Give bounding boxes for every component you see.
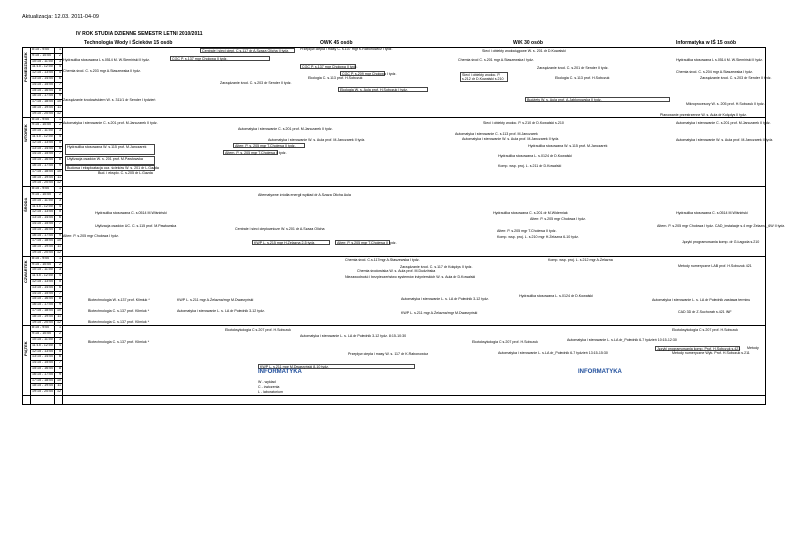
legend-w: W - wykład [258, 380, 276, 384]
slot-time: 11:15 - 12:00 [32, 273, 53, 278]
slot-time: 8:15 - 9:00 [32, 255, 50, 260]
slot-number: 6 [59, 354, 61, 359]
slot-number: 9 [59, 371, 61, 376]
class-block: Ekologia C. s.113 prof. H.Sobczuk [308, 76, 363, 80]
class-block: Chemia środ. C. s.203 mgr A.Staszewska II tydz. [63, 69, 141, 73]
class-block: Zarządzanie środowiskiem W. s. 311/1 dr Sender I tydzień [63, 98, 156, 102]
class-block: Automatyka i sterowanie C. s.113 prof. M.Janczarek [455, 132, 538, 136]
slot-number: 10 [57, 377, 61, 382]
class-block: Mikroprocesory W. s. 205 prof. H.Sobczuk II tydz. [686, 102, 765, 106]
slot-number: 10 [57, 99, 61, 104]
class-block: Utylizacja osadów W. s. 201 prof. M.Pawłowska [65, 156, 155, 165]
slot-time: 11:15 - 12:00 [32, 342, 53, 347]
legend-c: C - ćwiczenia [258, 385, 280, 389]
slot-time: 10:15 - 11:00 [32, 128, 53, 133]
day-label-friday: PIĄTEK [23, 341, 28, 356]
class-block: Biotechnologia C. s.137 prof. Klimiuk * [88, 309, 150, 313]
slot-time: 12:15 - 13:00 [32, 348, 54, 353]
class-block: Budżety W. s. Aula prof. A.Jabłonowska II tydz. [525, 97, 670, 102]
slot-number: 8 [59, 87, 61, 92]
slot-number: 11 [57, 313, 61, 318]
slot-time: 13:15 - 14:00 [32, 145, 54, 150]
day-label-wednesday: ŚRODA [23, 197, 28, 212]
class-block: Planowanie przestrzenne W. s. Aula dr Kołędys II tydz. [660, 113, 747, 117]
class-block: Ekologia C. s.113 prof. H.Sobczuk [555, 76, 610, 80]
class-block: Chemia środ C. s.201 mgr A.Staszewska I tydz. [458, 58, 534, 62]
class-block: Hydraulika stosowana C. s.0514 M.Wiśniński [676, 211, 748, 215]
class-block: Automatyka i sterowanie L. s. LA dr Połednik 3-12 tydz. 8:15-10:30 [300, 334, 407, 338]
slot-time: 18:15 - 19:00 [32, 174, 54, 179]
slot-time: 10:15 - 11:00 [32, 58, 53, 63]
class-block: Zarządzanie środ. C. s.203 dr Sender II tydz. [700, 76, 772, 80]
slot-time: 17:15 - 18:00 [32, 99, 54, 104]
slot-number: 5 [59, 139, 61, 144]
class-block: Alterr. P. s.205 mgr Chołowa I tydz. [530, 217, 586, 221]
slot-time: 15:15 - 16:00 [32, 296, 54, 301]
class-block: KWP L. s.211 mgr A.Żelazna/mgr M.Dwasryński [177, 298, 254, 302]
slot-time: 16:15 - 17:00 [32, 163, 54, 167]
slot-number: 11 [57, 383, 61, 388]
slot-time: 16:15 - 17:00 [32, 302, 54, 307]
class-block: Alterr. P. s.205 mgr T.Cholewa II tydz. [497, 229, 557, 233]
slot-number: 1 [59, 116, 61, 121]
class-block: Chemia środ. C. s.204 mgr A.Staszewska I tydz. [676, 70, 753, 74]
slot-number: 2 [59, 192, 61, 196]
slot-number: 9 [59, 163, 61, 167]
slot-time: 8:15 - 9:00 [32, 325, 50, 330]
class-block: CGC P. s.137 mgr Chołowa II tydz. [170, 56, 270, 61]
slot-time: 17:15 - 18:00 [32, 168, 54, 173]
slot-time: 12:15 - 13:00 [32, 279, 54, 283]
class-block: Metody [747, 346, 759, 350]
slot-number: 4 [59, 134, 61, 138]
slot-time: 11:15 - 12:00 [32, 203, 53, 208]
slot-number: 3 [59, 267, 61, 272]
day-label-tuesday: WTOREK [23, 124, 28, 142]
class-block: Sieci i obiekty wodoc. P. s.210 dr D.Kowalski s.210 [483, 121, 564, 125]
class-block: Biotechnologia C. s.137 prof. Klimiuk * [88, 320, 150, 324]
slot-number: 5 [59, 70, 61, 75]
class-block: Chemia środowiska W. s. Aula prof. M.Dudzińska [357, 269, 436, 273]
slot-time: 9:15 - 10:00 [32, 52, 52, 57]
slot-number: 1 [59, 325, 61, 330]
class-block: Ekotoksykologia C s.207 prof. H.Sobczuk [672, 328, 738, 332]
class-block: Alterr. P. s.205 mgr Chołowa I tydz. [63, 234, 119, 238]
slot-time: 18:15 - 19:00 [32, 244, 54, 249]
slot-time: 16:15 - 17:00 [32, 93, 54, 98]
slot-time: 19:15 - 20:00 [32, 319, 54, 324]
class-block: Bud. i eksplo. C. s.205 dr L.Gazda [98, 171, 153, 175]
slot-number: 11 [57, 105, 61, 109]
slot-time: 13:15 - 14:00 [32, 215, 54, 220]
class-block: Altern. P. s.205 mgr Chołowa I tydz. CAD_instalacje s.4 mgr Żelazna_6W II tydz. [657, 224, 785, 228]
slot-number: 9 [59, 93, 61, 98]
slot-number: 8 [59, 366, 61, 370]
slot-time: 9:15 - 10:00 [32, 331, 52, 336]
slot-number: 7 [59, 81, 61, 86]
group-header-informatyka: Informatyka w IŚ 15 osób [676, 40, 737, 46]
class-block: Hydraulika stosowana L s.0514 M. W.Siemiński II tydz. [63, 58, 150, 62]
slot-time: 14:15 - 15:00 [32, 151, 54, 156]
slot-time: 17:15 - 18:00 [32, 238, 54, 243]
slot-number: 1 [59, 255, 61, 260]
class-block: Niezawodność i bezpieczeństwo systemów inżynierskich W. s. Aula dr D.Kowalski [345, 275, 476, 279]
slot-number: 5 [59, 279, 61, 283]
group-header-twis: Technologia Wody i Ścieków 15 osób [84, 40, 173, 46]
day-separator [22, 186, 766, 187]
slot-time: 12:15 - 13:00 [32, 70, 54, 75]
day-label-monday: PONIEDZIAŁEK [23, 52, 28, 82]
slot-time: 15:15 - 16:00 [32, 226, 54, 231]
class-block: Centrale i sieci ciepł. C s.117 dr A.Szaza Olicha II tydz. [200, 48, 295, 53]
slot-time: 16:15 - 17:00 [32, 232, 54, 237]
day-separator [22, 325, 766, 326]
slot-number: 4 [59, 273, 61, 278]
slot-number: 7 [59, 221, 61, 225]
slot-number: 5 [59, 209, 61, 214]
slot-number: 4 [59, 342, 61, 347]
class-block: Hydraulika stosowana C. s.201 dr M.Widerniak [493, 211, 568, 215]
informatyka-label: INFORMATYKA [578, 369, 622, 375]
slot-time: 11:15 - 12:00 [32, 134, 53, 138]
class-block: Sieci i obiekty wodoc. P. s.212 dr D.Kowalski s.210 [460, 72, 508, 82]
class-block: Automatyka i sterowanie W. s. Aula prof. M.Janczarek II tydz. [268, 138, 366, 142]
slot-number: 12 [57, 319, 61, 324]
slot-number: 2 [59, 122, 61, 127]
slot-time: 16:15 - 17:00 [32, 371, 54, 376]
slot-time: 10:15 - 11:00 [32, 197, 53, 202]
group-header-wik: WiK 30 osób [513, 40, 543, 46]
slot-time: 15:15 - 16:00 [32, 366, 54, 370]
slot-time: 11:15 - 12:00 [32, 64, 53, 69]
slot-time: 13:15 - 14:00 [32, 284, 54, 289]
class-block: Przepływ ciepła i masy W. s. 117 dr K.Rabonowicz [348, 352, 429, 356]
day-separator [22, 395, 766, 396]
class-block: Alterr. P. s. 205 mgr T.Cholewa II tydz. [233, 143, 305, 148]
class-block: KWP L. s.215 mgr H.Żelazna 2-5 tydz. [252, 240, 330, 245]
class-block: Komp. wsp. proj. L. s.212 mgr A.Żelazna [548, 258, 613, 262]
class-block: Hydraulika stosowana L s.0514 M. W.Siemiński II tydz. [676, 58, 763, 62]
slot-number: 4 [59, 64, 61, 69]
class-block: Hydraulika stosowana L. s.0124 dr D.Kowalski [519, 294, 593, 298]
class-block: Automatyka i sterowanie L. s. LA dr Połednik zastawa terminu [652, 298, 751, 302]
class-block: Biotechnologia W. s.137 prof. Klimiuk * [88, 298, 150, 302]
slot-time: 14:15 - 15:00 [32, 290, 54, 295]
class-block: Alternatywne źródła energii wykład dr A.Szaza Olicha Aula [258, 193, 351, 197]
slot-time: 14:15 - 15:00 [32, 81, 54, 86]
slot-number: 1 [59, 186, 61, 191]
slot-number: 9 [59, 302, 61, 307]
slot-number: 3 [59, 58, 61, 63]
group-header-owk: OWK 45 osób [320, 40, 353, 46]
slot-number: 11 [57, 244, 61, 249]
slot-number: 12 [57, 110, 61, 115]
informatyka-label: INFORMATYKA [258, 369, 302, 375]
class-block: Automatyka i sterowanie L. s. LA dr Połednik 3-12 tydz. [401, 297, 489, 301]
legend-l: L - laboratorium [258, 390, 284, 394]
update-label: Aktualizacja: 12.03. 2011-04-09 [22, 14, 99, 20]
slot-time: 19:15 - 20:00 [32, 110, 54, 115]
slot-time: 19:15 - 20:00 [32, 389, 54, 394]
slot-time: 8:15 - 9:00 [32, 186, 50, 191]
slot-time: 18:15 - 19:00 [32, 313, 54, 318]
class-block: Altern. P. s. 205 mgr T.Cholewa II tydz. [225, 151, 287, 155]
class-block: Ekologia W. s. Aula prof. H.Sobczuk I tydz. [338, 87, 428, 92]
slot-time: 9:15 - 10:00 [32, 122, 52, 127]
class-block: Komp. wsp. proj. L. s.211 dr D.Kowalski [498, 164, 562, 168]
slot-number: 6 [59, 215, 61, 220]
slot-time: 17:15 - 18:00 [32, 308, 54, 312]
class-block: Budowa i eksploatacja ocz. ścieków W. s. 201 dr L.Gazda [67, 166, 159, 170]
slot-number: 7 [59, 151, 61, 156]
slot-number: 8 [59, 226, 61, 231]
class-block: Języki programowania komp. dr G.Łagoda s.210 [682, 240, 760, 244]
class-block: Komp. wsp. proj. L. s.210 mgr H.Żelazna 6-10 tydz. [497, 235, 579, 239]
slot-time: 14:15 - 15:00 [32, 360, 54, 365]
day-separator [22, 256, 766, 257]
slot-time: 18:15 - 19:00 [32, 383, 54, 388]
slot-time: 19:15 - 20:00 [32, 250, 54, 254]
slot-number: 10 [57, 308, 61, 312]
class-block: Ekotoksykologia C s.207 prof. H.Sobczuk [225, 328, 291, 332]
slot-time: 12:15 - 13:00 [32, 139, 54, 144]
slot-number: 4 [59, 203, 61, 208]
class-block: Zarządzanie środ. C. s.203 dr Sender II tydz. [220, 81, 292, 85]
class-block: Hydraulika stosowana L. s.0124 dr D.Kowalski [498, 154, 572, 158]
slot-number: 7 [59, 290, 61, 295]
slot-number: 10 [57, 168, 61, 173]
slot-number: 2 [59, 331, 61, 336]
class-block: Zarządzanie środ. C. s.117 dr Kołędys II tydz. [400, 265, 473, 269]
slot-time: 12:15 - 13:00 [32, 209, 54, 214]
class-block: Automatyka i sterowanie W. s. Aula prof. M.Janczarek II tydz. [462, 137, 560, 141]
class-block: Zarządzanie środ. C. s.201 dr Sender II tydz. [537, 66, 609, 70]
slot-number: 12 [57, 389, 61, 394]
slot-time: 17:15 - 18:00 [32, 377, 54, 382]
class-block: KWP L. s.211 mgr A.Żelazna/mgr M.Dwasryński [401, 311, 478, 315]
slot-number: 3 [59, 337, 61, 341]
class-block: Automatyka i sterowanie C. s.201 prof. M.Janczarek II tydz. [676, 121, 771, 125]
class-block: Automatyka i sterowanie W. s. Aula prof. M.Janczarek II tydz. [676, 138, 774, 142]
class-block: Automatyka i sterowanie C. s.201 prof. M.Janczarek II tydz. [63, 121, 158, 125]
slot-number: 6 [59, 145, 61, 150]
slot-number: 10 [57, 238, 61, 243]
slot-number: 12 [57, 250, 61, 254]
class-block: Hydraulika stosowana C. s.0514 M.Wiśniński [95, 211, 167, 215]
slot-time: 9:15 - 10:00 [32, 192, 52, 196]
slot-number: 7 [59, 360, 61, 365]
slot-number: 6 [59, 76, 61, 80]
class-block: Hydraulika stosowana W. s.115 prof. M.Janczarek [65, 144, 155, 155]
class-block: Metody numeryczne LAB prof. H.Sobczuk 421 [678, 264, 752, 268]
class-block: Przepływ ciepła i masy C. s.107 mgr K.Rabonowicz I tydz. [300, 47, 393, 51]
slot-number: 12 [57, 180, 61, 185]
slot-time: 8:15 - 9:00 [32, 47, 50, 51]
slot-number: 9 [59, 232, 61, 237]
slot-time: 10:15 - 11:00 [32, 267, 53, 272]
slot-time: 9:15 - 10:00 [32, 261, 52, 266]
slot-number: 1 [59, 47, 61, 51]
slot-number: 11 [57, 174, 61, 179]
day-label-thursday: CZWARTEK [23, 260, 28, 283]
class-block: CGC P. s.209 mgr Chołowa I tydz. [342, 72, 397, 76]
slot-number: 8 [59, 296, 61, 301]
slot-time: 14:15 - 15:00 [32, 221, 54, 225]
slot-time: 19:15 - 20:00 [32, 180, 54, 185]
class-block: Alterr. P. s.205 mgr T.Cholewa II tydz. [337, 241, 397, 245]
slot-number: 2 [59, 52, 61, 57]
class-block: Automatyka i sterowanie L. s.LA dr_Połednik 6-7 tydzień 13:15-15:30 [498, 351, 608, 355]
slot-time: 13:15 - 14:00 [32, 354, 54, 359]
class-block: KWP L. s.211 mgr M.Dwasryński 8-10 tydz. [258, 364, 415, 369]
slot-number: 3 [59, 128, 61, 133]
class-block: Języki programowania komp. Prof. H.Sobczuk s.421 [657, 347, 741, 351]
header-line: IV ROK STUDIA DZIENNE SEMESTR LETNI 2010/2011 [76, 31, 203, 37]
slot-time: 13:15 - 14:00 [32, 76, 54, 80]
class-block: CGC P. s.137 mgr Chołowa II tydz. [302, 65, 358, 69]
day-separator [22, 117, 766, 118]
slot-number: 6 [59, 284, 61, 289]
class-block: Utylizacja osadów UC. C. s.115 prof. M.Pawłowska [95, 224, 177, 228]
class-block: Hydraulika stosowana W. s.115 prof. M.Janczarek [528, 144, 608, 148]
class-block: Automatyka i sterowanie L. s.LA dr_Połednik 6-7 tydzień 10:15-12:30 [567, 338, 677, 342]
class-block: Metody numeryczne Wyk. Prof. H.Sobczuk s.211 [672, 351, 750, 355]
slot-time: 15:15 - 16:00 [32, 87, 54, 92]
class-block: Chemia środ. C.s.117mgr A.Staszewska I tydz. [345, 258, 420, 262]
slot-time: 8:15 - 9:00 [32, 116, 50, 121]
class-block: Biotechnologia C. s.137 prof. Klimiuk * [88, 340, 150, 344]
class-block: Automatyka i sterowanie C. s.201 prof. M.Janczarek II tydz. [238, 127, 333, 131]
class-block: Sieci i obiekty wodociągowe W. s. 201 dr D.Kowalski [482, 49, 566, 53]
class-block: CAD 3D dr Z.Suchorab s.421 INF [678, 310, 732, 314]
slot-time: 18:15 - 19:00 [32, 105, 54, 109]
slot-number: 2 [59, 261, 61, 266]
class-block: Automatyka i sterowanie L. s. LA dr Połednik 3-12 tydz. [177, 309, 265, 313]
class-block: Ekotoksykologia C s.207 prof. H.Sobczuk [472, 340, 538, 344]
slot-number: 8 [59, 157, 61, 162]
slot-time: 15:15 - 16:00 [32, 157, 54, 162]
slot-number: 3 [59, 197, 61, 202]
slot-time: 10:15 - 11:00 [32, 337, 53, 341]
slot-number: 5 [59, 348, 61, 353]
class-block: Centrale i sieci ciepłownicze W. s.201 dr A.Szaza Olicha [235, 227, 325, 231]
